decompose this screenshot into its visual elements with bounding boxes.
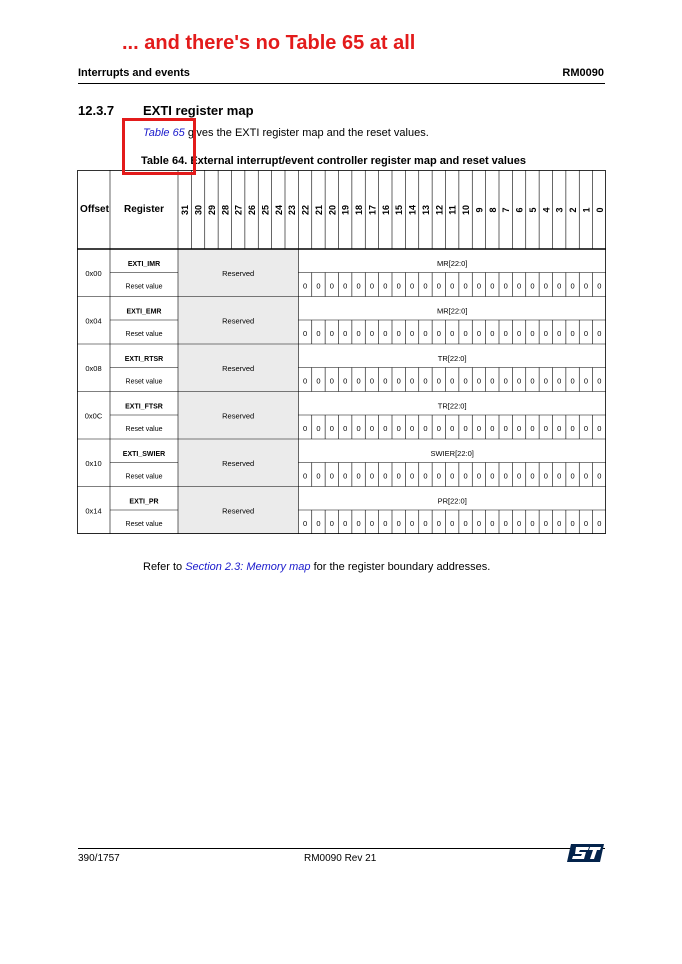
reset-bit: 0 — [490, 424, 495, 433]
reset-bit: 0 — [343, 329, 348, 338]
reset-bit: 0 — [516, 471, 522, 481]
reset-bit: 0 — [343, 519, 348, 528]
reset-bit: 0 — [409, 424, 415, 433]
reset-bit: 0 — [583, 424, 589, 433]
reset-bit: 0 — [597, 281, 602, 291]
reset-bit: 0 — [302, 519, 308, 528]
reset-bit: 0 — [369, 519, 375, 528]
reset-bit: 0 — [530, 281, 535, 291]
reserved-label: Reserved — [222, 458, 255, 468]
bit-header: 4 — [541, 207, 552, 213]
bit-header: 13 — [420, 204, 431, 216]
reset-bit: 0 — [583, 329, 589, 338]
register-name: EXTI_SWIER — [122, 451, 166, 458]
bit-header: 28 — [220, 204, 231, 216]
reset-bit: 0 — [557, 519, 562, 528]
reset-value-label: Reset value — [125, 426, 163, 433]
reset-bit: 0 — [369, 424, 375, 433]
offset-cell: 0x04 — [85, 316, 102, 326]
register-map-table — [77, 170, 606, 534]
reset-bit: 0 — [436, 424, 441, 433]
reset-bit: 0 — [557, 376, 562, 386]
reset-bit: 0 — [356, 424, 361, 433]
reset-bit: 0 — [570, 376, 575, 386]
reset-bit: 0 — [450, 281, 455, 291]
reserved-label: Reserved — [222, 268, 255, 278]
reset-bit: 0 — [450, 329, 455, 338]
register-name: EXTI_RTSR — [124, 356, 164, 363]
reset-bit: 0 — [490, 519, 495, 528]
reset-bit: 0 — [423, 329, 428, 338]
reset-bit: 0 — [570, 519, 575, 528]
field-name: SWIER[22:0] — [430, 449, 474, 458]
header-doc-id: RM0090 — [562, 67, 604, 79]
field-name: MR[22:0] — [436, 259, 468, 268]
reset-bit: 0 — [516, 519, 522, 528]
field-name: PR[22:0] — [437, 496, 467, 506]
reserved-label: Reserved — [222, 316, 255, 326]
offset-header: Offset — [80, 204, 109, 215]
reset-bit: 0 — [302, 281, 308, 291]
reset-bit: 0 — [557, 329, 562, 338]
reset-bit: 0 — [450, 376, 455, 386]
bit-header: 18 — [354, 204, 365, 216]
reset-value-label: Reset value — [125, 473, 163, 481]
register-header: Register — [123, 204, 165, 215]
reset-bit: 0 — [530, 376, 535, 386]
register-name: EXTI_FTSR — [125, 403, 163, 411]
field-name: TR[22:0] — [437, 401, 467, 411]
bit-header: 0 — [594, 207, 605, 213]
reset-bit: 0 — [383, 329, 388, 338]
bit-header: 22 — [300, 204, 311, 216]
reset-bit: 0 — [369, 281, 375, 291]
reset-bit: 0 — [329, 281, 334, 291]
reset-bit: 0 — [396, 471, 401, 481]
reset-bit: 0 — [423, 471, 428, 481]
reset-bit: 0 — [436, 329, 441, 338]
reset-bit: 0 — [543, 519, 548, 528]
offset-cell: 0x10 — [85, 458, 102, 468]
reset-bit: 0 — [583, 471, 589, 481]
reset-bit: 0 — [316, 329, 321, 338]
footer-page-number: 390/1757 — [78, 853, 120, 864]
reset-bit: 0 — [302, 424, 308, 433]
offset-cell: 0x00 — [85, 268, 102, 278]
reset-bit: 0 — [490, 471, 495, 481]
refer-pre: Refer to — [143, 561, 186, 573]
reset-bit: 0 — [409, 329, 415, 338]
bit-header: 14 — [407, 204, 418, 216]
reset-bit: 0 — [343, 471, 348, 481]
reset-bit: 0 — [476, 471, 482, 481]
reset-bit: 0 — [503, 424, 508, 433]
reserved-label: Reserved — [222, 363, 255, 373]
reset-bit: 0 — [530, 471, 535, 481]
footer-rule — [78, 848, 605, 849]
field-name: MR[22:0] — [436, 306, 468, 316]
bit-header: 16 — [380, 204, 391, 216]
reset-bit: 0 — [356, 329, 361, 338]
reset-bit: 0 — [570, 329, 575, 338]
reset-bit: 0 — [503, 329, 508, 338]
reset-bit: 0 — [516, 329, 522, 338]
reset-bit: 0 — [516, 376, 522, 386]
bit-header: 20 — [327, 204, 338, 216]
reset-bit: 0 — [409, 519, 415, 528]
reset-bit: 0 — [463, 519, 468, 528]
bit-header: 8 — [487, 207, 498, 213]
reset-bit: 0 — [409, 376, 415, 386]
reset-bit: 0 — [570, 471, 575, 481]
reset-bit: 0 — [450, 471, 455, 481]
reset-bit: 0 — [316, 471, 321, 481]
reset-bit: 0 — [396, 424, 401, 433]
reset-bit: 0 — [463, 471, 468, 481]
reset-bit: 0 — [450, 519, 455, 528]
reset-bit: 0 — [302, 329, 308, 338]
bit-header: 5 — [527, 207, 538, 213]
bit-header: 15 — [394, 204, 405, 216]
bit-header: 19 — [340, 204, 351, 216]
reset-bit: 0 — [463, 329, 468, 338]
reset-bit: 0 — [396, 376, 401, 386]
reset-bit: 0 — [450, 424, 455, 433]
reset-bit: 0 — [383, 519, 388, 528]
reset-bit: 0 — [463, 281, 468, 291]
reset-bit: 0 — [583, 376, 589, 386]
bit-header: 11 — [447, 205, 458, 215]
reset-bit: 0 — [597, 519, 602, 528]
reset-value-label: Reset value — [125, 521, 163, 528]
header-chapter: Interrupts and events — [78, 67, 190, 79]
bit-header: 6 — [514, 207, 525, 213]
offset-cell: 0x0C — [84, 411, 103, 421]
st-logo — [567, 843, 605, 863]
field-name: TR[22:0] — [437, 354, 467, 363]
reset-bit: 0 — [396, 329, 401, 338]
bit-header: 29 — [206, 204, 217, 216]
reset-bit: 0 — [356, 376, 361, 386]
reset-value-label: Reset value — [125, 331, 163, 338]
bit-header: 12 — [434, 204, 445, 216]
reset-bit: 0 — [383, 471, 388, 481]
reset-bit: 0 — [597, 376, 602, 386]
reset-bit: 0 — [396, 519, 401, 528]
reset-bit: 0 — [476, 376, 482, 386]
bit-header: 27 — [233, 204, 244, 216]
reset-bit: 0 — [343, 424, 348, 433]
reset-bit: 0 — [476, 424, 482, 433]
reset-bit: 0 — [557, 424, 562, 433]
header-rule — [78, 83, 605, 84]
reset-bit: 0 — [543, 281, 548, 291]
reset-bit: 0 — [503, 471, 508, 481]
reset-bit: 0 — [383, 376, 388, 386]
reset-bit: 0 — [436, 519, 441, 528]
bit-header: 30 — [193, 204, 204, 216]
section-number: 12.3.7 — [78, 103, 115, 118]
reset-bit: 0 — [356, 281, 361, 291]
bit-header: 31 — [180, 204, 191, 216]
reset-bit: 0 — [316, 519, 321, 528]
bit-header: 17 — [367, 204, 378, 216]
reset-bit: 0 — [409, 281, 415, 291]
reset-bit: 0 — [503, 519, 508, 528]
reset-bit: 0 — [490, 329, 495, 338]
reserved-label: Reserved — [222, 411, 255, 421]
bit-header: 2 — [568, 207, 579, 213]
reset-bit: 0 — [530, 519, 535, 528]
reset-bit: 0 — [356, 519, 361, 528]
intro-text: gives the EXTI register map and the reset values. — [184, 127, 429, 139]
reset-bit: 0 — [423, 281, 428, 291]
reset-bit: 0 — [570, 281, 575, 291]
reset-bit: 0 — [329, 376, 334, 386]
reset-bit: 0 — [463, 424, 468, 433]
bit-header: 7 — [501, 207, 512, 213]
offset-cell: 0x14 — [85, 506, 102, 516]
reset-bit: 0 — [436, 281, 441, 291]
reset-bit: 0 — [543, 376, 548, 386]
reset-bit: 0 — [463, 376, 468, 386]
section-title: EXTI register map — [143, 103, 254, 118]
memory-map-link[interactable]: Section 2.3: Memory map — [185, 561, 311, 573]
reset-bit: 0 — [530, 329, 535, 338]
reset-bit: 0 — [476, 281, 482, 291]
reset-bit: 0 — [423, 424, 428, 433]
reset-bit: 0 — [369, 471, 375, 481]
reset-bit: 0 — [503, 281, 508, 291]
reset-bit: 0 — [476, 329, 482, 338]
reset-bit: 0 — [516, 424, 522, 433]
reset-bit: 0 — [490, 281, 495, 291]
annotation-text: ... and there's no Table 65 at all — [122, 32, 416, 54]
reset-bit: 0 — [597, 471, 602, 481]
bit-header: 25 — [260, 204, 271, 216]
refer-post: for the register boundary addresses. — [310, 561, 491, 573]
offset-cell: 0x08 — [85, 363, 102, 373]
bit-header: 3 — [554, 207, 565, 213]
reset-bit: 0 — [396, 281, 401, 291]
reset-bit: 0 — [490, 376, 495, 386]
reset-value-label: Reset value — [125, 283, 163, 291]
reset-bit: 0 — [583, 519, 589, 528]
reset-bit: 0 — [316, 376, 321, 386]
highlight-box — [122, 118, 196, 175]
reset-value-label: Reset value — [125, 378, 163, 386]
bit-header: 9 — [474, 207, 485, 213]
reset-bit: 0 — [423, 376, 428, 386]
bit-header: 10 — [461, 204, 472, 216]
reset-bit: 0 — [516, 281, 522, 291]
reset-bit: 0 — [329, 424, 334, 433]
reset-bit: 0 — [329, 329, 334, 338]
bit-header: 26 — [247, 204, 258, 216]
reset-bit: 0 — [436, 376, 441, 386]
table-65-link[interactable]: Table 65 — [143, 127, 185, 139]
bit-header: 24 — [273, 204, 284, 216]
reset-bit: 0 — [356, 471, 361, 481]
reset-bit: 0 — [543, 471, 548, 481]
reset-bit: 0 — [436, 471, 441, 481]
reset-bit: 0 — [329, 471, 334, 481]
reserved-label: Reserved — [222, 506, 255, 516]
refer-paragraph — [143, 561, 490, 573]
reset-bit: 0 — [530, 424, 535, 433]
reset-bit: 0 — [316, 281, 321, 291]
reset-bit: 0 — [409, 471, 415, 481]
table-caption: Table 64. External interrupt/event controller register map and reset values — [141, 155, 526, 167]
register-name: EXTI_IMR — [127, 261, 161, 268]
reset-bit: 0 — [302, 376, 308, 386]
reset-bit: 0 — [557, 281, 562, 291]
bit-header: 1 — [581, 207, 592, 213]
reset-bit: 0 — [543, 329, 548, 338]
footer-doc-revision: RM0090 Rev 21 — [304, 853, 377, 864]
reset-bit: 0 — [302, 471, 308, 481]
reset-bit: 0 — [383, 424, 388, 433]
reset-bit: 0 — [543, 424, 548, 433]
bit-header: 21 — [313, 204, 324, 216]
reset-bit: 0 — [329, 519, 334, 528]
reset-bit: 0 — [423, 519, 428, 528]
reset-bit: 0 — [383, 281, 388, 291]
reset-bit: 0 — [570, 424, 575, 433]
reset-bit: 0 — [583, 281, 589, 291]
reset-bit: 0 — [503, 376, 508, 386]
bit-header: 23 — [287, 204, 298, 216]
reset-bit: 0 — [343, 376, 348, 386]
reset-bit: 0 — [557, 471, 562, 481]
reset-bit: 0 — [343, 281, 348, 291]
reset-bit: 0 — [369, 376, 375, 386]
reset-bit: 0 — [316, 424, 321, 433]
reset-bit: 0 — [597, 329, 602, 338]
register-name: EXTI_EMR — [126, 308, 162, 316]
reset-bit: 0 — [476, 519, 482, 528]
register-name: EXTI_PR — [129, 498, 159, 506]
reset-bit: 0 — [369, 329, 375, 338]
reset-bit: 0 — [597, 424, 602, 433]
